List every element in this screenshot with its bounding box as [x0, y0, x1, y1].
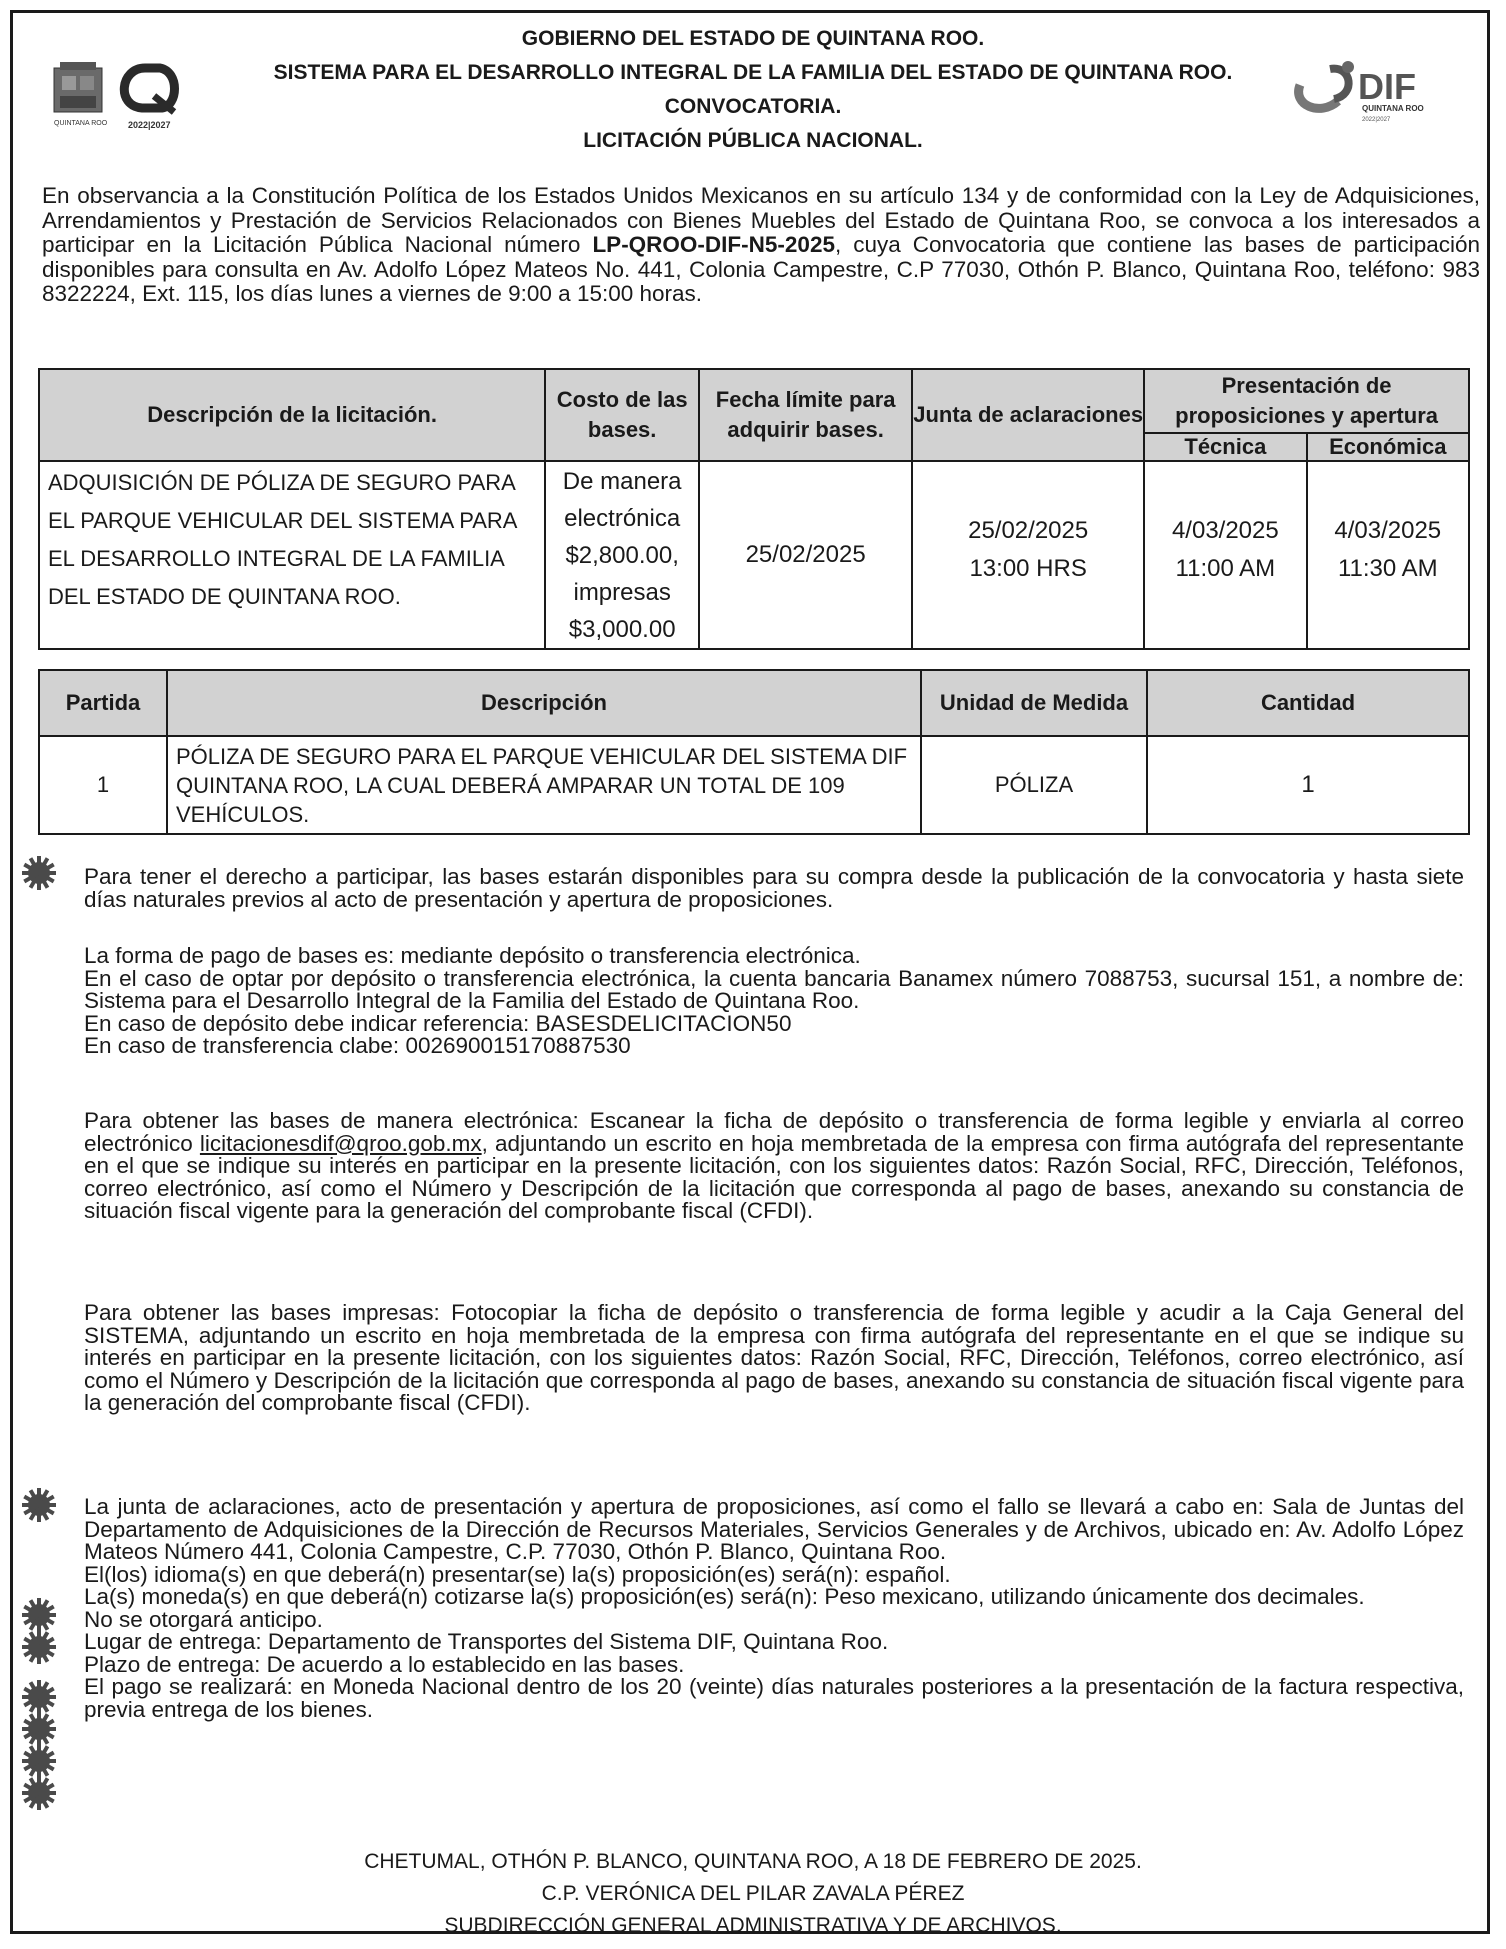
tecnica-time: 11:00 AM	[1175, 555, 1276, 582]
header-line-1: GOBIERNO DEL ESTADO DE QUINTANA ROO.	[521, 27, 985, 50]
document-header	[0, 22, 1506, 158]
cost-line-2: electrónica	[564, 504, 681, 532]
payment-method: La forma de pago de bases es: mediante depósito o transferencia electrónica.	[84, 943, 861, 968]
tecnica-date: 4/03/2025	[1171, 517, 1279, 544]
bullet-gear-icon	[22, 1598, 56, 1632]
bullet-gear-icon	[22, 1630, 56, 1664]
th-tecnica: Técnica	[1144, 433, 1306, 461]
bullet-gear-icon	[22, 856, 56, 890]
tender-number: LP-QROO-DIF-N5-2025	[592, 232, 835, 257]
th-cantidad: Cantidad	[1147, 670, 1469, 736]
item-description: PÓLIZA DE SEGURO PARA EL PARQUE VEHICULAR DEL SISTEMA DIF QUINTANA ROO, LA CUAL DEBERÁ AMPARAR UN TOTAL DE 109 VEHÍCULOS.	[167, 736, 921, 834]
delivery-place-paragraph: Lugar de entrega: Departamento de Transportes del Sistema DIF, Quintana Roo.	[84, 1629, 889, 1654]
item-cantidad: 1	[1147, 736, 1469, 834]
document-footer	[0, 1846, 1506, 1942]
header-line-2: SISTEMA PARA EL DESARROLLO INTEGRAL DE LA FAMILIA DEL ESTADO DE QUINTANA ROO.	[273, 61, 1233, 84]
th-economica: Económica	[1307, 433, 1469, 461]
electronic-bases-text-1: Para obtener las bases de manera electrónica: Escanear la ficha de depósito o transferencia de forma legible y enviarla al correo electrónico	[84, 1108, 1464, 1156]
economica-date: 4/03/2025	[1334, 517, 1442, 544]
header-line-4: LICITACIÓN PÚBLICA NACIONAL.	[583, 129, 923, 152]
cost-line-1: De manera	[562, 467, 682, 495]
payment-paragraph: El pago se realizará: en Moneda Nacional dentro de los 20 (veinte) días naturales posteriores a la presentación de la factura respectiva, previa entrega de los bienes.	[84, 1674, 1464, 1722]
tender-cost	[545, 461, 699, 649]
dif-logo-caption: QUINTANA ROO	[1362, 104, 1424, 113]
th-presentation: Presentación de proposiciones y apertura	[1144, 369, 1469, 433]
economica-datetime	[1307, 461, 1469, 649]
body-block-5	[84, 1496, 1464, 1721]
intro-text-2: , cuya Convocatoria que contiene las bases de participación disponibles para consulta en Av. Adolfo López Mateos No. 441, Colonia Campestre, C.P 77030, Othón P. Blanco, Quintana Roo, teléfono: 983 8322224, Ext. 115, los días lunes a viernes de 9:00 a 15:00 horas.	[42, 232, 1480, 306]
th-partida: Partida	[39, 670, 167, 736]
dif-logo-years: 2022|2027	[1362, 117, 1391, 123]
economica-time: 11:30 AM	[1337, 555, 1438, 582]
advance-paragraph: No se otorgará anticipo.	[84, 1606, 323, 1632]
printed-bases-paragraph: Para obtener las bases impresas: Fotocopiar la ficha de depósito o transferencia de forma legible y acudir a la Caja General del SISTEMA, adjuntando un escrito en hoja membretada de la empresa con firma autógrafa del representante en el que se indique su interés en participar en la presente licitación, con los siguientes datos: Razón Social, RFC, Dirección, Teléfonos, correo electrónico, así como el Número y Descripción de la licitación que corresponda al pago de bases, anexando su constancia de situación fiscal vigente para la generación del comprobante fiscal (CFDI).	[84, 1300, 1464, 1415]
cost-line-5: $3,000.00	[568, 615, 676, 643]
deadline-date: 25/02/2025	[699, 461, 912, 649]
header-line-3: CONVOCATORIA.	[664, 95, 842, 118]
intro-paragraph	[42, 184, 1480, 307]
tecnica-datetime	[1144, 461, 1306, 649]
electronic-bases-paragraph	[84, 1110, 1464, 1223]
th-junta: Junta de aclaraciones	[912, 369, 1144, 461]
body-paragraph: Para tener el derecho a participar, las bases estarán disponibles para su compra desde la publicación de la convocatoria y hasta siete días naturales previos al acto de presentación y apertura de proposiciones.	[84, 864, 1464, 912]
email-link[interactable]: licitacionesdif@qroo.gob.mx	[199, 1130, 482, 1156]
body-block-1	[84, 866, 1464, 911]
items-table	[38, 669, 1470, 835]
bullet-gear-icon	[22, 1712, 56, 1746]
bullet-gear-icon	[22, 1488, 56, 1522]
bullet-gear-icon	[22, 1744, 56, 1778]
bank-account: En el caso de optar por depósito o transferencia electrónica, la cuenta bancaria Banamex número 7088753, sucursal 151, a nombre de: Sistema para el Desarrollo Integral de la Familia del Estado de Quintana Roo.	[84, 965, 1464, 1013]
body-block-2	[84, 945, 1464, 1058]
left-logo-years: 2022|2027	[128, 120, 171, 130]
item-partida: 1	[39, 736, 167, 834]
transfer-clabe: En caso de transferencia clabe: 002690015170887530	[84, 1033, 631, 1058]
footer-signatory: C.P. VERÓNICA DEL PILAR ZAVALA PÉREZ	[541, 1882, 965, 1905]
th-cost: Costo de las bases.	[545, 369, 699, 461]
junta-date: 25/02/2025	[968, 517, 1089, 544]
item-unidad: PÓLIZA	[921, 736, 1147, 834]
electronic-bases-text-2: , adjuntando un escrito en hoja membretada de la empresa con firma autógrafa del representante en el que se indique su interés en participar en la presente licitación, con los siguientes datos: Razón Social, RFC, Dirección, Teléfonos, correo electrónico, así como el Número y Descripción de la licitación que corresponda al pago de bases, anexando su constancia de situación fiscal vigente para la generación del comprobante fiscal (CFDI).	[84, 1130, 1464, 1223]
th-deadline: Fecha límite para adquirir bases.	[699, 369, 912, 461]
th-item-description: Descripción	[167, 670, 921, 736]
bullet-gear-icon	[22, 1680, 56, 1714]
intro-text-1: En observancia a la Constitución Política de los Estados Unidos Mexicanos en su artículo 134 y de conformidad con la Ley de Adquisiciones, Arrendamientos y Prestación de Servicios Relacionados con Bienes Muebles del Estado de Quintana Roo, se convoca a los interesados a participar en la Licitación Pública Nacional número	[42, 183, 1480, 257]
language-paragraph: El(los) idioma(s) en que deberá(n) presentar(se) la(s) proposición(es) será(n): español.	[84, 1561, 951, 1587]
deposit-reference: En caso de depósito debe indicar referencia: BASESDELICITACION50	[84, 1010, 792, 1036]
footer-department: SUBDIRECCIÓN GENERAL ADMINISTRATIVA Y DE ARCHIVOS.	[444, 1914, 1062, 1937]
tender-summary-table	[38, 368, 1470, 650]
footer-place-date: CHETUMAL, OTHÓN P. BLANCO, QUINTANA ROO, A 18 DE FEBRERO DE 2025.	[364, 1850, 1142, 1873]
th-description: Descripción de la licitación.	[39, 369, 545, 461]
tender-description: ADQUISICIÓN DE PÓLIZA DE SEGURO PARA EL PARQUE VEHICULAR DEL SISTEMA PARA EL DESARROLLO INTEGRAL DE LA FAMILIA DEL ESTADO DE QUINTANA ROO.	[39, 461, 545, 649]
dif-logo-text: DIF	[1358, 66, 1416, 107]
left-logo-caption: QUINTANA ROO	[54, 120, 108, 127]
venue-paragraph: La junta de aclaraciones, acto de presentación y apertura de proposiciones, así como el fallo se llevará a cabo en: Sala de Juntas del Departamento de Adquisiciones de la Dirección de Recursos Materiales, Servicios Generales y de Archivos, ubicado en: Av. Adolfo López Mateos Número 441, Colonia Campestre, C.P. 77030, Othón P. Blanco, Quintana Roo.	[84, 1494, 1464, 1564]
junta-datetime	[912, 461, 1144, 649]
body-block-4	[84, 1302, 1464, 1415]
currency-paragraph: La(s) moneda(s) en que deberá(n) cotizarse la(s) proposición(es) será(n): Peso mexicano, utilizando únicamente dos decimales.	[84, 1584, 1365, 1609]
cost-line-3: $2,800.00,	[565, 541, 679, 569]
junta-time: 13:00 HRS	[969, 555, 1087, 582]
bullet-gear-icon	[22, 1776, 56, 1810]
body-block-3	[84, 1110, 1464, 1223]
delivery-term-paragraph: Plazo de entrega: De acuerdo a lo establecido en las bases.	[84, 1651, 685, 1677]
cost-line-4: impresas	[573, 578, 671, 606]
th-unidad: Unidad de Medida	[921, 670, 1147, 736]
